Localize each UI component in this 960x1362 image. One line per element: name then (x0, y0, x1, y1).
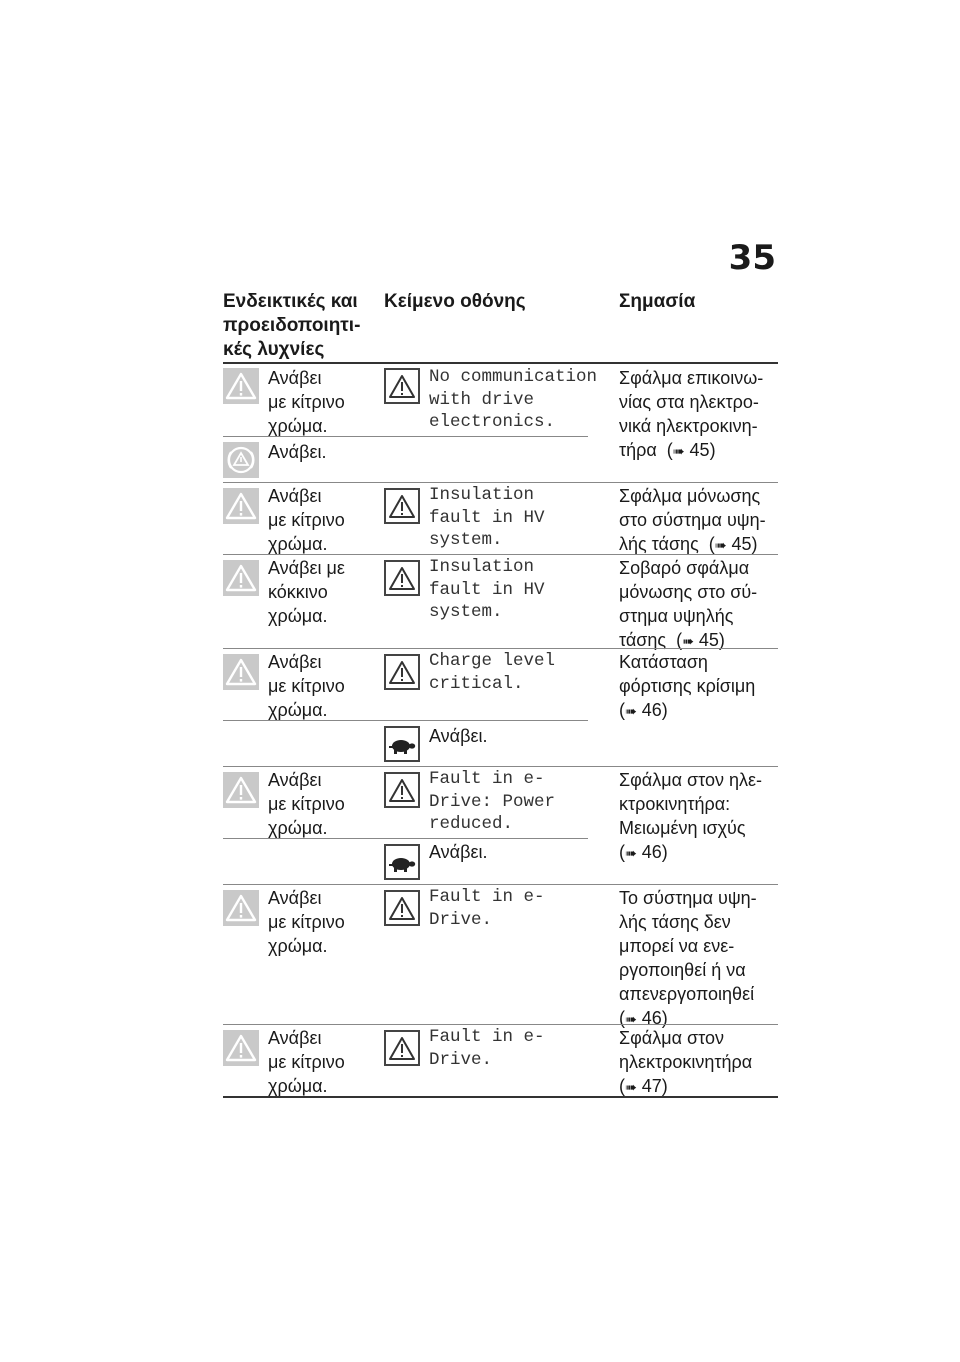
meaning-text: Σφάλμα στον ηλε- κτροκινητήρα: Μειωμένη ισχύς (➠ 46) (619, 770, 762, 862)
warning-triangle-icon (384, 890, 420, 926)
display-text: Ανάβει. (429, 726, 488, 746)
warning-triangle-icon (384, 772, 420, 808)
header-line: προειδοποιητι- (223, 315, 361, 336)
warning-triangle-icon (223, 1030, 259, 1066)
header-divider (223, 362, 778, 364)
meaning-text: Κατάσταση φόρτισης κρίσιμη (➠ 46) (619, 652, 756, 720)
row-divider (223, 648, 778, 649)
meaning-text: Σοβαρό σφάλμα μόνωσης στο σύ- στημα υψηλής τάσης (➠ 45) (619, 558, 758, 650)
meaning-text: Το σύστημα υψη- λής τάσης δεν μπορεί να ενε- ργοποιηθεί ή να απενεργοποιηθεί (➠ 46) (619, 888, 757, 1028)
table-bottom-border (223, 1096, 778, 1098)
row-divider (223, 554, 778, 555)
lamp-description: Ανάβει με κίτρινο χρώμα. (268, 486, 345, 554)
page-number: 35 (728, 238, 776, 278)
reference-arrow-icon: ➠ (682, 633, 694, 649)
lamp-description: Ανάβει με κίτρινο χρώμα. (268, 652, 345, 720)
row-divider (223, 436, 588, 437)
circle-warning-icon (223, 442, 259, 478)
reference-arrow-icon: ➠ (625, 1011, 637, 1027)
warning-triangle-icon (384, 368, 420, 404)
turtle-icon (384, 844, 420, 880)
header-line: Ενδεικτικές και (223, 291, 358, 312)
row-divider (223, 1024, 778, 1025)
warning-triangle-icon (223, 368, 259, 404)
display-text: No communication with drive electronics. (429, 367, 598, 432)
lamp-description: Ανάβει με κίτρινο χρώμα. (268, 368, 345, 436)
row-divider (223, 482, 778, 483)
warning-triangle-icon (384, 560, 420, 596)
reference-arrow-icon: ➠ (625, 1079, 637, 1095)
meaning-text: Σφάλμα στον ηλεκτροκινητήρα (➠ 47) (619, 1028, 753, 1096)
display-text: Fault in e- Drive. (429, 887, 545, 930)
warning-triangle-icon (223, 560, 259, 596)
lamp-description: Ανάβει με κίτρινο χρώμα. (268, 770, 345, 838)
warning-triangle-icon (384, 488, 420, 524)
display-text: Insulation fault in HV system. (429, 485, 545, 550)
display-text: Ανάβει. (429, 842, 488, 862)
warning-triangle-icon (384, 1030, 420, 1066)
reference-arrow-icon: ➠ (625, 703, 637, 719)
header-line: κές λυχνίες (223, 339, 325, 360)
turtle-icon (384, 726, 420, 762)
warning-triangle-icon (223, 772, 259, 808)
lamp-description: Ανάβει. (268, 442, 327, 462)
reference-arrow-icon: ➠ (714, 537, 727, 553)
column-header-meaning: Σημασία (619, 291, 696, 312)
row-divider (223, 884, 778, 885)
lamp-description: Ανάβει με κόκκινο χρώμα. (268, 558, 345, 626)
column-header-lamps (223, 290, 360, 362)
warning-triangle-icon (223, 890, 259, 926)
row-divider (223, 720, 588, 721)
reference-arrow-icon: ➠ (625, 845, 637, 861)
lamp-description: Ανάβει με κίτρινο χρώμα. (268, 888, 345, 956)
lamp-description: Ανάβει με κίτρινο χρώμα. (268, 1028, 345, 1096)
meaning-text: Σφάλμα μόνωσης στο σύστημα υψη- λής τάσης (➠ 45) (619, 486, 766, 554)
column-header-display: Κείμενο οθόνης (384, 291, 526, 312)
display-text: Fault in e- Drive. (429, 1027, 545, 1070)
display-text: Insulation fault in HV system. (429, 557, 545, 622)
warning-triangle-icon (384, 654, 420, 690)
warning-triangle-icon (223, 488, 259, 524)
display-text: Fault in e- Drive: Power reduced. (429, 769, 556, 834)
meaning-text: Σφάλμα επικοινω- νίας στα ηλεκτρο- νικά ηλεκτροκινη- τήρα (➠ 45) (619, 368, 764, 460)
row-divider (223, 838, 588, 839)
reference-arrow-icon: ➠ (672, 443, 685, 459)
warning-triangle-icon (223, 654, 259, 690)
display-text: Charge level critical. (429, 651, 556, 694)
row-divider (223, 766, 778, 767)
